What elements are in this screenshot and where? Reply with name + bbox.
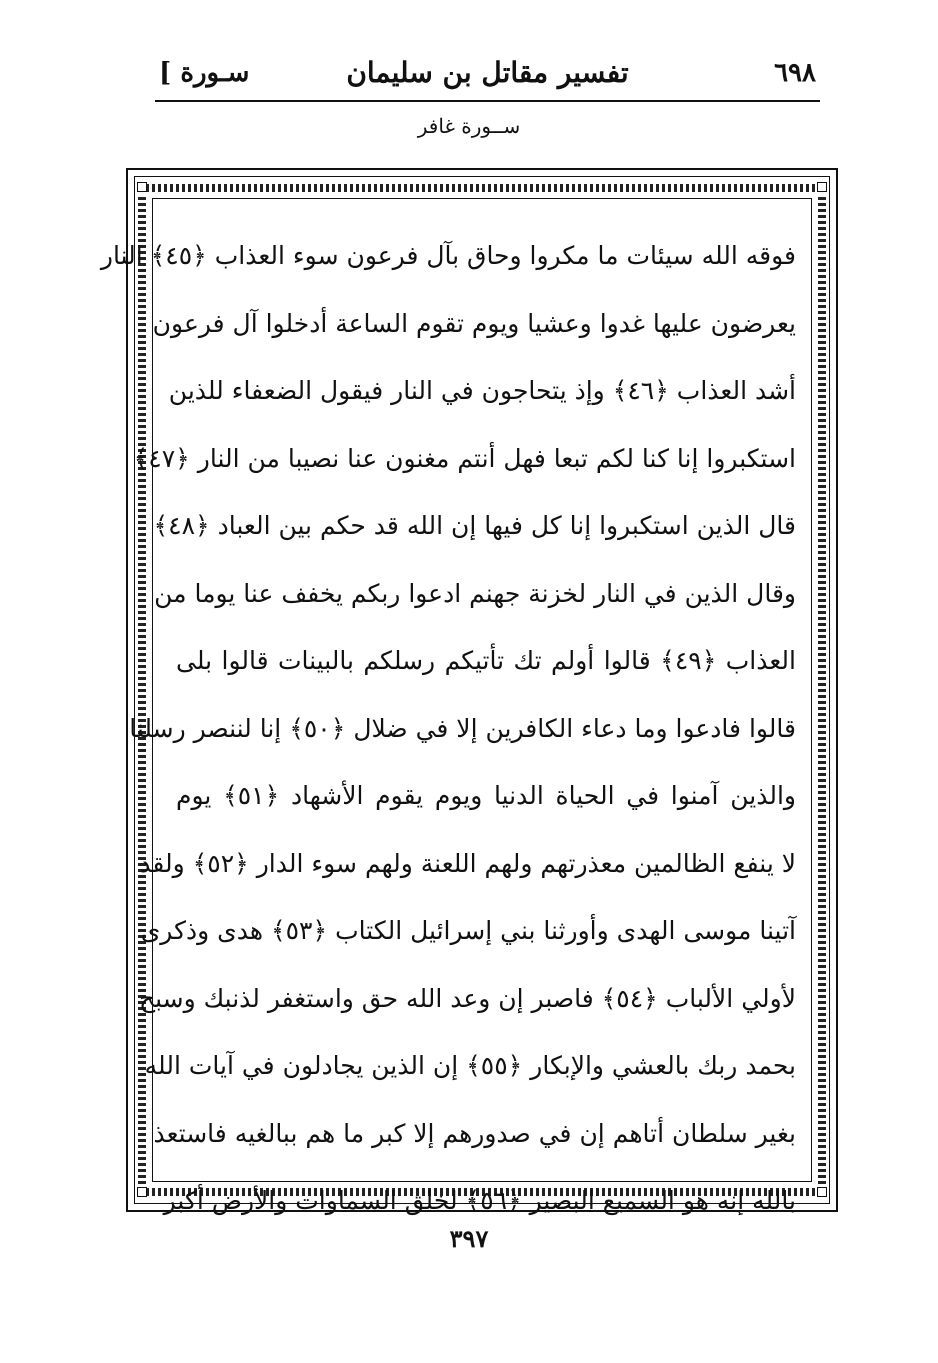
verse-line: يعرضون عليها غدوا وعشيا ويوم تقوم الساعة أدخلوا آل فرعون [152, 308, 796, 338]
verse-line: لأولي الألباب ﴿٥٤﴾ فاصبر إن وعد الله حق واستغفر لذنبك وسبح [138, 983, 796, 1013]
frame-corner-top-left [137, 182, 147, 192]
verse-line: بحمد ربك بالعشي والإبكار ﴿٥٥﴾ إن الذين يجادلون في آيات الله [144, 1051, 796, 1080]
surah-subtitle: ســورة غافر [417, 114, 521, 138]
verse-line: أشد العذاب ﴿٤٦﴾ وإذ يتحاجون في النار فيقول الضعفاء للذين [168, 376, 796, 405]
verse-line: لا ينفع الظالمين معذرتهم ولهم اللعنة ولهم سوء الدار ﴿٥٢﴾ ولقد [139, 848, 796, 878]
quran-text-block [100, 222, 796, 1235]
frame-corner-top-right [817, 182, 827, 192]
frame-corner-bottom-right [817, 1187, 827, 1197]
verse-line: قالوا فادعوا وما دعاء الكافرين إلا في ضلال ﴿٥٠﴾ إنا لننصر رسلنا [129, 713, 796, 743]
header-rule [155, 100, 820, 102]
frame-border-band-top [146, 184, 818, 192]
book-title: تفسير مقاتل بن سليمان [346, 56, 629, 89]
verse-line: آتينا موسى الهدى وأورثنا بني إسرائيل الكتاب ﴿٥٣﴾ هدى وذكرى [140, 916, 796, 945]
verse-line: استكبروا إنا كنا لكم تبعا فهل أنتم مغنون عنا نصيبا من النار ﴿٤٧﴾ [133, 443, 796, 473]
footer-page-number: ٣٩٧ [449, 1224, 489, 1253]
verse-line: بالله إنه هو السميع البصير ﴿٥٦﴾ لخلق السماوات والأرض أكبر [163, 1186, 796, 1215]
verse-line: العذاب ﴿٤٩﴾ قالوا أولم تك تأتيكم رسلكم بالبينات قالوا بلى [176, 646, 796, 675]
verse-line: بغير سلطان أتاهم إن في صدورهم إلا كبر ما هم ببالغيه فاستعذ [153, 1118, 796, 1148]
frame-border-band-right [818, 196, 826, 1184]
header-surah-label: سـورة ] [159, 58, 250, 88]
verse-line: فوقه الله سيئات ما مكروا وحاق بآل فرعون سوء العذاب ﴿٤٥﴾ النار [100, 241, 796, 270]
page-header [155, 48, 820, 100]
header-page-number: ٦٩٨ [774, 58, 816, 88]
verse-line: قال الذين استكبروا إنا كل فيها إن الله قد حكم بين العباد ﴿٤٨﴾ [153, 511, 796, 540]
frame-corner-bottom-left [137, 1187, 147, 1197]
verse-line: والذين آمنوا في الحياة الدنيا ويوم يقوم الأشهاد ﴿٥١﴾ يوم [176, 781, 796, 810]
verse-line: وقال الذين في النار لخزنة جهنم ادعوا ربكم يخفف عنا يوما من [154, 578, 796, 608]
